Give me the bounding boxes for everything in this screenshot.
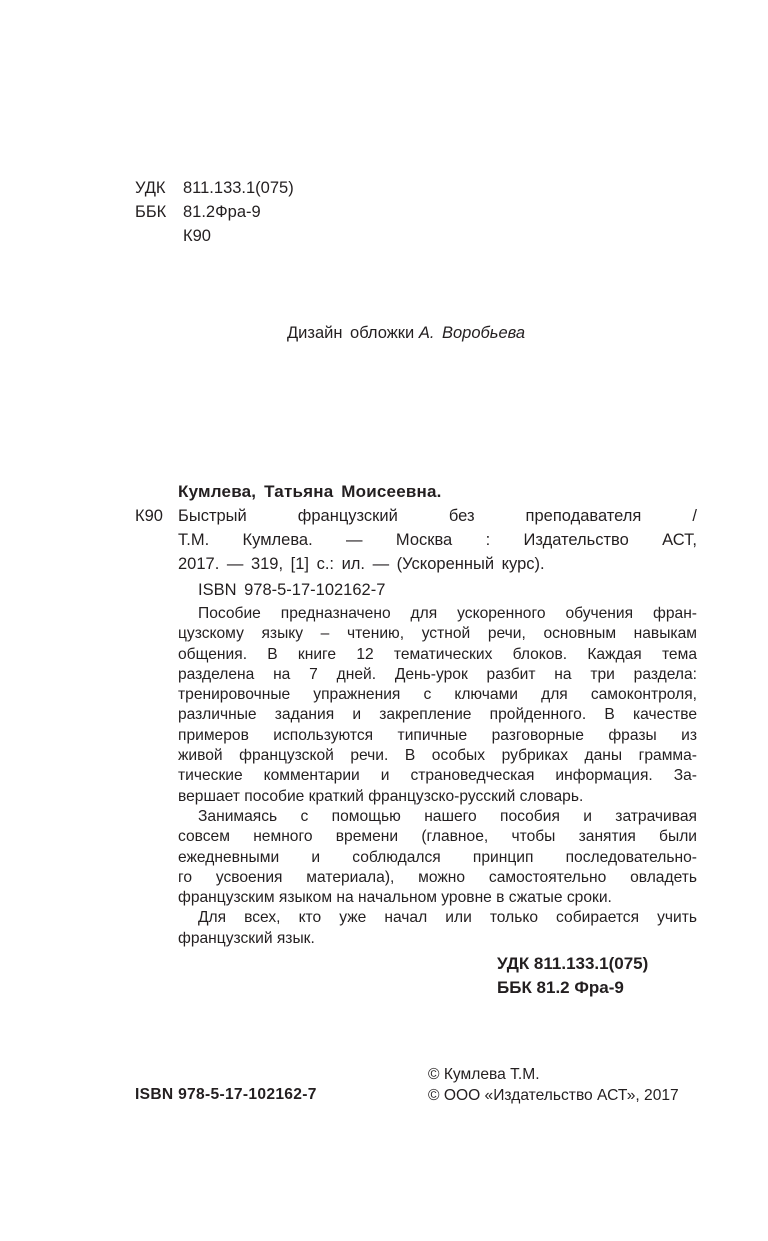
annotation-line: французским языком на начальном уровне в сжатые сроки. <box>178 889 612 907</box>
annotation-line: разделена на 7 дней. День-урок разбит на три раздела: <box>178 665 697 683</box>
bbk-value: 81.2Фра-9 <box>183 203 261 221</box>
isbn-footer: ISBN 978-5-17-102162-7 <box>135 1086 317 1103</box>
bbk-code-bold: ББК 81.2 Фра-9 <box>497 978 624 997</box>
cutter-row <box>135 224 294 248</box>
annotation-line: цузскому языку – чтению, устной речи, основным навыкам <box>178 625 697 643</box>
annotation-line: совсем немного времени (главное, чтобы занятия были <box>178 828 697 846</box>
udc-label: УДК <box>135 179 166 197</box>
udc-value: 811.133.1(075) <box>183 179 294 197</box>
annotation-line: примеров используются типичные разговорные фразы из <box>178 726 697 744</box>
bbk-label: ББК <box>135 203 167 221</box>
annotation-line: общения. В книге 12 тематических блоков. Каждая тема <box>178 645 697 663</box>
cover-designer-name: А. Воробьева <box>418 324 526 342</box>
biblio-line: Т.М. Кумлева. — Москва : Издательство АСТ, <box>178 531 697 549</box>
bbk-row <box>135 200 294 224</box>
cover-design-credit <box>287 321 525 345</box>
udc-code-bold: УДК 811.133.1(075) <box>497 954 649 973</box>
annotation-paragraph <box>178 908 697 949</box>
annotation-line: Для всех, кто уже начал или только собирается учить <box>198 909 697 927</box>
annotation-line: ежедневными и соблюдался принцип последовательно- <box>178 848 697 866</box>
annotation-line: Занимаясь с помощью нашего пособия и затрачивая <box>198 807 697 825</box>
annotation-line: тренировочные упражнения с ключами для самоконтроля, <box>178 686 697 704</box>
copyright-author: © Кумлева Т.М. <box>428 1066 540 1083</box>
copyright-publisher: © ООО «Издательство АСТ», 2017 <box>428 1086 679 1104</box>
annotation-line: живой французской речи. В особых рубриках даны грамма- <box>178 747 697 765</box>
cover-credit-label: Дизайн обложки <box>287 324 415 342</box>
annotation-line: Пособие предназначено для ускоренного обучения фран- <box>198 605 697 622</box>
annotation-line: французский язык. <box>178 929 315 947</box>
annotation-paragraph <box>178 604 697 807</box>
cutter-code: К90 <box>183 227 211 245</box>
copyright-block <box>428 1065 679 1106</box>
annotation-line: тические комментарии и страноведческая информация. За- <box>178 767 697 785</box>
annotation-line: го усвоения материала), можно самостоятельно овладеть <box>178 868 697 886</box>
annotation <box>178 604 697 949</box>
author-heading: Кумлева, Татьяна Моисеевна. <box>178 482 442 501</box>
annotation-paragraph <box>178 807 697 908</box>
record-cutter-code: К90 <box>135 507 163 525</box>
annotation-line: различные задания и закрепление пройденного. В качестве <box>178 706 697 724</box>
isbn-record: ISBN 978-5-17-102162-7 <box>198 581 386 599</box>
annotation-line: вершает пособие краткий французско-русский словарь. <box>178 787 584 805</box>
biblio-line: 2017. — 319, [1] с.: ил. — (Ускоренный курс). <box>178 555 545 573</box>
udc-row <box>135 176 294 200</box>
bibliographic-description <box>178 504 697 576</box>
classification-codes <box>135 176 294 248</box>
biblio-line: Быстрый французский без преподавателя / <box>178 507 697 525</box>
udc-bbk-block <box>497 952 648 1000</box>
